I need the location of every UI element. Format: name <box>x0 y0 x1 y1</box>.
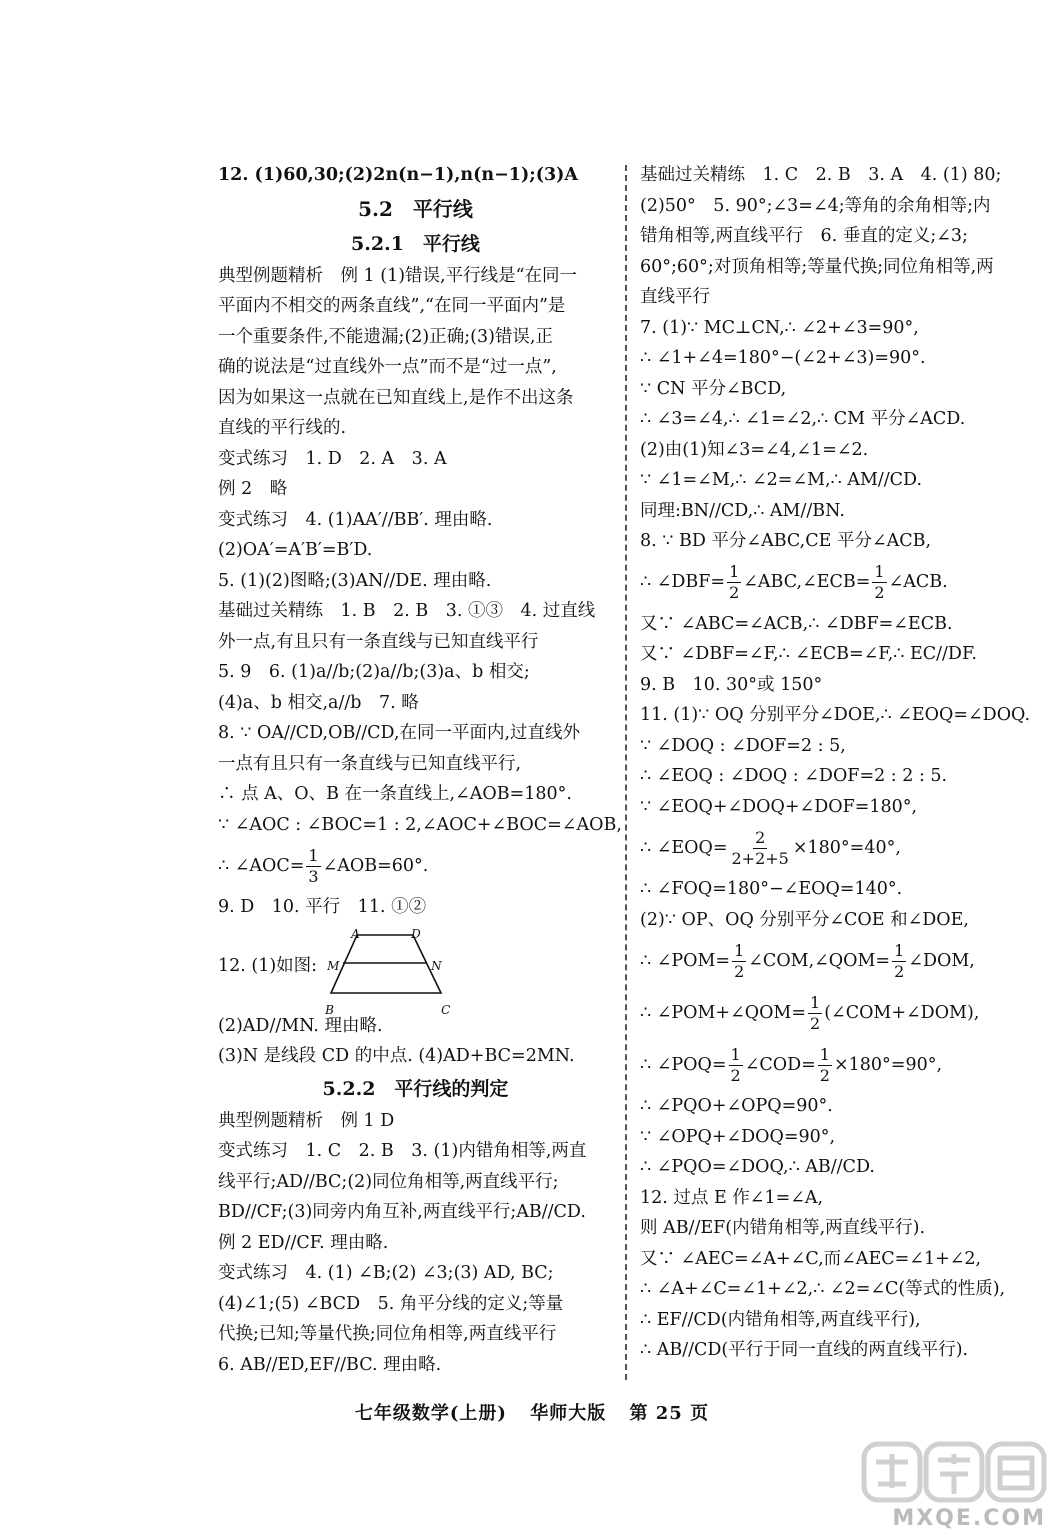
expr-text: ∴ ∠AOC= <box>218 855 305 876</box>
answer-line: 8. ∵ OA//CD,OB//CD,在同一平面内,过直线外 <box>218 723 581 743</box>
answer-line: 又∵ ∠AEC=∠A+∠C,而∠AEC=∠1+∠2, <box>640 1248 982 1269</box>
answer-line: 又∵ ∠ABC=∠ACB,∴ ∠DBF=∠ECB. <box>640 613 953 634</box>
answer-line: 典型例题精析 例 1 (1)错误,平行线是“在同一 <box>218 265 578 286</box>
footer-grade: 七年级数学(上册) <box>354 1403 507 1424</box>
answer-line: (3)N 是线段 CD 的中点. (4)AD+BC=2MN. <box>218 1046 575 1066</box>
denominator: 2 <box>819 1065 830 1085</box>
answer-line: 例 2 略 <box>218 479 288 499</box>
answer-line: ∵ ∠DOQ : ∠DOF=2 : 5, <box>640 735 846 756</box>
answer-line: 变式练习 1. C 2. B 3. (1)内错角相等,两直 <box>218 1141 587 1161</box>
numerator: 1 <box>894 940 905 960</box>
numerator: 1 <box>819 1044 830 1064</box>
denominator: 2 <box>734 961 745 981</box>
answer-line: ∴ 点 A、O、B 在一条直线上,∠AOB=180°. <box>218 784 572 804</box>
numerator: 2 <box>755 827 766 847</box>
answer-line: 12. (1)如图: <box>218 956 318 977</box>
numerator: 1 <box>810 992 821 1012</box>
numerator: 1 <box>734 940 745 960</box>
answer-line: 典型例题精析 例 1 D <box>218 1110 395 1131</box>
answer-line: 变式练习 4. (1)AA′//BB′. 理由略. <box>218 509 493 530</box>
answer-line: 同理:BN//CD,∴ AM//BN. <box>640 500 845 521</box>
answer-line: 例 2 ED//CF. 理由略. <box>218 1232 389 1253</box>
expr-text: ×180°=90°, <box>833 1054 943 1075</box>
denominator: 2 <box>729 583 740 602</box>
numerator: 1 <box>729 562 740 581</box>
answer-line: 变式练习 1. D 2. A 3. A <box>218 448 447 469</box>
answer-line: (2)OA′=A′B′=B′D. <box>218 540 373 560</box>
section-heading: 5.2 平行线 <box>358 196 473 221</box>
expr-text: ∴ ∠POQ= <box>640 1054 727 1075</box>
denominator: 2 <box>730 1065 741 1085</box>
expr-text: ∠ABC,∠ECB= <box>743 572 871 593</box>
expr-text: ∴ ∠POM+∠QOM= <box>640 1002 807 1023</box>
answer-line: BD//CF;(3)同旁内角互补,两直线平行;AB//CD. <box>218 1202 586 1222</box>
page-footer <box>0 1399 1064 1425</box>
answer-line: 11. (1)∵ OQ 分别平分∠DOE,∴ ∠EOQ=∠DOQ. <box>640 705 1031 725</box>
answer-line-fraction <box>640 822 1035 874</box>
expr-text: ∠COD= <box>744 1054 816 1075</box>
answer-line-fraction <box>640 557 1035 609</box>
trapezoid-figure <box>321 923 461 1017</box>
answer-line-fraction <box>640 1039 1035 1091</box>
answer-line: 8. ∵ BD 平分∠ABC,CE 平分∠ACB, <box>640 531 932 551</box>
answer-line: 变式练习 4. (1) ∠B;(2) ∠3;(3) AD, BC; <box>218 1263 554 1283</box>
column-divider <box>625 165 627 1380</box>
fraction <box>818 1045 832 1086</box>
answer-line: (2)50° 5. 90°;∠3=∠4;等角的余角相等;内 <box>640 195 991 216</box>
subsection-heading: 5.2.2 平行线的判定 <box>322 1077 509 1100</box>
point-label: A <box>351 926 360 941</box>
fraction <box>732 941 746 982</box>
fraction <box>730 828 791 869</box>
point-label: B <box>325 1002 334 1017</box>
denominator: 2 <box>810 1013 821 1033</box>
point-label: D <box>411 926 421 941</box>
answer-line: (2)由(1)知∠3=∠4,∠1=∠2. <box>640 439 869 460</box>
answer-line: 外一点,有且只有一条直线与已知直线平行 <box>218 631 539 652</box>
answer-line: 直线平行 <box>640 287 710 307</box>
answer-line: 错角相等,两直线平行 6. 垂直的定义;∠3; <box>640 226 968 246</box>
answer-line-fraction <box>640 935 1035 987</box>
answer-line: ∴ ∠FOQ=180°−∠EOQ=140°. <box>640 879 903 899</box>
answer-line: ∴ ∠PQO+∠OPQ=90°. <box>640 1096 833 1116</box>
answer-line: 12. (1)60,30;(2)2n(n−1),n(n−1);(3)A <box>218 165 579 185</box>
point-label: N <box>431 958 442 973</box>
answer-line: 5. (1)(2)图略;(3)AN//DE. 理由略. <box>218 570 492 591</box>
fraction <box>808 993 822 1034</box>
expr-text: ∠ACB. <box>888 572 948 593</box>
right-column <box>640 160 1035 1366</box>
answer-line: 基础过关精练 1. C 2. B 3. A 4. (1) 80; <box>640 165 1002 185</box>
answer-line: 则 AB//EF(内错角相等,两直线平行). <box>640 1218 926 1238</box>
answer-line: 6. AB//ED,EF//BC. 理由略. <box>218 1354 442 1375</box>
fraction <box>306 846 320 887</box>
answer-line: 5. 9 6. (1)a//b;(2)a//b;(3)a、b 相交; <box>218 662 530 682</box>
subsection-heading: 5.2.1 平行线 <box>351 232 480 255</box>
answer-line-fraction <box>640 987 1035 1039</box>
numerator: 1 <box>730 1044 741 1064</box>
answer-line: 9. B 10. 30°或 150° <box>640 674 823 695</box>
answer-line: (4)a、b 相交,a//b 7. 略 <box>218 692 419 713</box>
answer-line: 代换;已知;等量代换;同位角相等,两直线平行 <box>218 1324 557 1344</box>
answer-line: ∵ ∠OPQ+∠DOQ=90°, <box>640 1126 836 1147</box>
answer-line: ∴ ∠1+∠4=180°−(∠2+∠3)=90°. <box>640 348 926 368</box>
answer-line: 60°;60°;对顶角相等;等量代换;同位角相等,两 <box>640 256 994 277</box>
expr-text: ∠AOB=60°. <box>322 855 429 876</box>
expr-text: ∠DOM, <box>908 950 975 971</box>
answer-line: 因为如果这一点就在已知直线上,是作不出这条 <box>218 387 574 408</box>
answer-line: ∴ ∠A+∠C=∠1+∠2,∴ ∠2=∠C(等式的性质), <box>640 1279 1006 1299</box>
answer-line: ∴ ∠3=∠4,∴ ∠1=∠2,∴ CM 平分∠ACD. <box>640 409 966 429</box>
numerator: 1 <box>308 845 319 865</box>
answer-line: 又∵ ∠DBF=∠F,∴ ∠ECB=∠F,∴ EC//DF. <box>640 644 977 664</box>
answer-line: 平面内不相交的两条直线”,“在同一平面内”是 <box>218 296 566 316</box>
answer-line: 7. (1)∵ MC⊥CN,∴ ∠2+∠3=90°, <box>640 317 919 338</box>
answer-line: (4)∠1;(5) ∠BCD 5. 角平分线的定义;等量 <box>218 1293 564 1314</box>
answer-line-fraction <box>218 840 613 892</box>
answer-line: ∵ ∠1=∠M,∴ ∠2=∠M,∴ AM//CD. <box>640 470 923 490</box>
answer-line: ∵ ∠AOC : ∠BOC=1 : 2,∠AOC+∠BOC=∠AOB, <box>218 814 622 835</box>
left-column <box>218 160 622 1380</box>
point-label: C <box>441 1002 451 1017</box>
answer-line: ∴ AB//CD(平行于同一直线的两直线平行). <box>640 1340 969 1360</box>
footer-page-number: 第 25 页 <box>629 1403 710 1424</box>
answer-line: 12. 过点 E 作∠1=∠A, <box>640 1187 824 1208</box>
watermark-text: MXQE.COM <box>892 1506 1046 1531</box>
answer-line: ∴ EF//CD(内错角相等,两直线平行), <box>640 1309 921 1330</box>
fraction <box>729 1045 743 1086</box>
denominator: 2 <box>874 583 885 602</box>
answer-line: 直线的平行线的. <box>218 418 347 438</box>
denominator: 2 <box>894 961 905 981</box>
answer-line: ∴ ∠EOQ : ∠DOQ : ∠DOF=2 : 2 : 5. <box>640 766 948 786</box>
answer-line: 确的说法是“过直线外一点”而不是“过一点”, <box>218 357 557 377</box>
expr-text: ∠COM,∠QOM= <box>748 950 891 971</box>
answer-line: ∵ CN 平分∠BCD, <box>640 378 787 399</box>
expr-text: ∴ ∠EOQ= <box>640 837 728 858</box>
figure-line <box>218 923 613 1017</box>
answer-line: (2)AD//MN. 理由略. <box>218 1015 383 1036</box>
expr-text: ×180°=40°, <box>792 837 901 858</box>
numerator: 1 <box>874 562 885 581</box>
answer-line: 一个重要条件,不能遗漏;(2)正确;(3)错误,正 <box>218 326 553 347</box>
answer-line: 线平行;AD//BC;(2)同位角相等,两直线平行; <box>218 1171 559 1192</box>
footer-edition: 华师大版 <box>530 1403 607 1424</box>
answer-line: ∵ ∠EOQ+∠DOQ+∠DOF=180°, <box>640 796 918 817</box>
answer-line: (2)∵ OP、OQ 分别平分∠COE 和∠DOE, <box>640 909 969 930</box>
answer-line: ∴ ∠PQO=∠DOQ,∴ AB//CD. <box>640 1157 875 1177</box>
fraction <box>727 562 741 603</box>
fraction <box>872 562 886 603</box>
point-label: M <box>327 958 340 973</box>
expr-text: ∴ ∠POM= <box>640 950 731 971</box>
fraction <box>892 941 906 982</box>
answer-line: 基础过关精练 1. B 2. B 3. ①③ 4. 过直线 <box>218 601 596 621</box>
answer-line: 9. D 10. 平行 11. ①② <box>218 897 427 917</box>
expr-text: ∴ ∠DBF= <box>640 572 726 593</box>
answer-line: 一点有且只有一条直线与已知直线平行, <box>218 753 522 774</box>
denominator: 3 <box>308 866 319 886</box>
expr-text: (∠COM+∠DOM), <box>824 1002 980 1023</box>
denominator: 2+2+5 <box>731 848 789 868</box>
